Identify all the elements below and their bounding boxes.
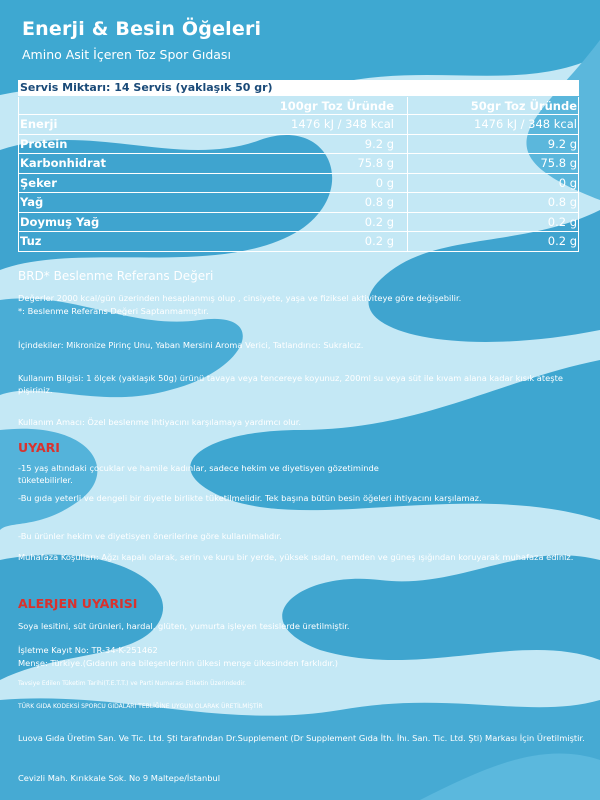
table-header-row [18, 97, 579, 115]
warning-item: -Bu ürünler hekim ve diyetisyen önerilerine göre kullanılmalıdır. [18, 531, 282, 541]
serving-size-text: Servis Miktarı: 14 Servis (yaklaşık 50 gr) [20, 81, 273, 94]
row-label: Yağ [20, 195, 44, 209]
usage-info-text: Kullanım Bilgisi: 1 ölçek (yaklaşık 50g) ürünü tavaya veya tencereye koyunuz, 200ml su veya süt ile kıvam alana kadar kısık ateşte pişiriniz. [18, 373, 563, 395]
row-value-50g: 9.2 g [547, 136, 577, 151]
reference-footnote: *: Beslenme Referans Değeri Saptanmamıştır. [18, 306, 209, 316]
row-label: Şeker [20, 175, 57, 190]
row-value-50g: 0.8 g [547, 195, 577, 209]
row-value-100g: 0.2 g [364, 214, 394, 229]
label-subtitle: Amino Asit İçeren Toz Spor Gıdası [22, 47, 231, 62]
row-value-100g: 0.8 g [364, 195, 394, 209]
reference-heading: BRD* Beslenme Referans Değeri [18, 269, 214, 283]
row-value-100g: 0 g [375, 175, 394, 190]
column-header-100g: 100gr Toz Üründe [279, 99, 394, 113]
serving-size-bar [18, 80, 579, 96]
row-value-50g: 1476 kJ / 348 kcal [474, 117, 577, 131]
allergen-heading: ALERJEN UYARISI [18, 596, 138, 611]
codex-text: TÜRK GIDA KODEKSİ SPORCU GIDALARI TEBLİĞİNE UYGUN OLARAK ÜRETİLMİŞTİR [18, 703, 263, 710]
storage-conditions-text: Muhafaza Koşulları: Ağzı kapalı olarak, serin ve kuru bir yerde, yüksek ısıdan, nemden ve güneş ışığından koruyarak muhafaza ediniz. [18, 552, 574, 562]
row-label: Doymuş Yağ [20, 214, 100, 229]
row-value-50g: 0.2 g [547, 214, 577, 229]
business-registration: İşletme Kayıt No: TR-34-K-251462 [18, 645, 158, 655]
warning-heading: UYARI [18, 440, 60, 455]
origin-text: Menşe: Türkiye.(Gıdanın ana bileşenlerinin ülkesi menşe ülkesinden farklıdır.) [18, 658, 339, 668]
row-value-50g: 0 g [558, 175, 577, 190]
row-value-100g: 9.2 g [364, 136, 394, 151]
address-text: Cevizli Mah. Kırıkkale Sok. No 9 Maltepe/İstanbul [18, 773, 221, 783]
table-row [18, 115, 579, 135]
table-row [18, 232, 579, 252]
producer-text: Luova Gıda Üretim San. Ve Tic. Ltd. Şti tarafından Dr.Supplement (Dr Supplement Gıda İth. İhı. San. Tic. Ltd. Şti) Markası İçin Üretilmiştir. [18, 733, 585, 743]
row-label: Tuz [20, 234, 42, 248]
warning-item: -15 yaş altındaki çocuklar ve hamile kadınlar, sadece hekim ve diyetisyen gözetiminde tüketebilirler. [18, 463, 379, 485]
row-value-50g: 0.2 g [547, 234, 577, 248]
reference-note: Değerler 2000 kcal/gün üzerinden hesaplanmış olup , cinsiyete, yaşa ve fiziksel aktiviteye göre değişebilir. [18, 293, 462, 303]
table-row [18, 174, 579, 194]
allergen-text: Soya lesitini, süt ürünleri, hardal, glüten, yumurta işleyen tesislerde üretilmiştir. [18, 621, 350, 631]
row-value-100g: 1476 kJ / 348 kcal [291, 117, 394, 131]
row-value-100g: 0.2 g [364, 234, 394, 248]
table-row [18, 213, 579, 233]
label-title: Enerji & Besin Öğeleri [22, 18, 262, 40]
table-row [18, 154, 579, 174]
nutrition-table [18, 97, 579, 252]
tett-text: Tavsiye Edilen Tüketim Tarihi(T.E.T.T.) ve Parti Numarası Etiketin Üzerindedir. [18, 680, 247, 687]
row-label: Karbonhidrat [20, 156, 106, 170]
ingredients-text: İçindekiler: Mikronize Pirinç Unu, Yaban Mersini Aroma Verici, Tatlandırıcı: Sukralcız. [18, 340, 364, 350]
row-value-100g: 75.8 g [357, 156, 394, 170]
row-label: Protein [20, 136, 68, 151]
table-row [18, 193, 579, 213]
warning-item: -Bu gıda yeterli ve dengeli bir diyetle birlikte tüketilmelidir. Tek başına bütün besin öğeleri ihtiyacını karşılamaz. [18, 493, 482, 503]
column-header-50g: 50gr Toz Üründe [470, 99, 577, 113]
row-label: Enerji [20, 117, 58, 131]
table-row [18, 135, 579, 155]
usage-purpose-text: Kullanım Amacı: Özel beslenme ihtiyacını karşılamaya yardımcı olur. [18, 417, 302, 427]
row-value-50g: 75.8 g [540, 156, 577, 170]
